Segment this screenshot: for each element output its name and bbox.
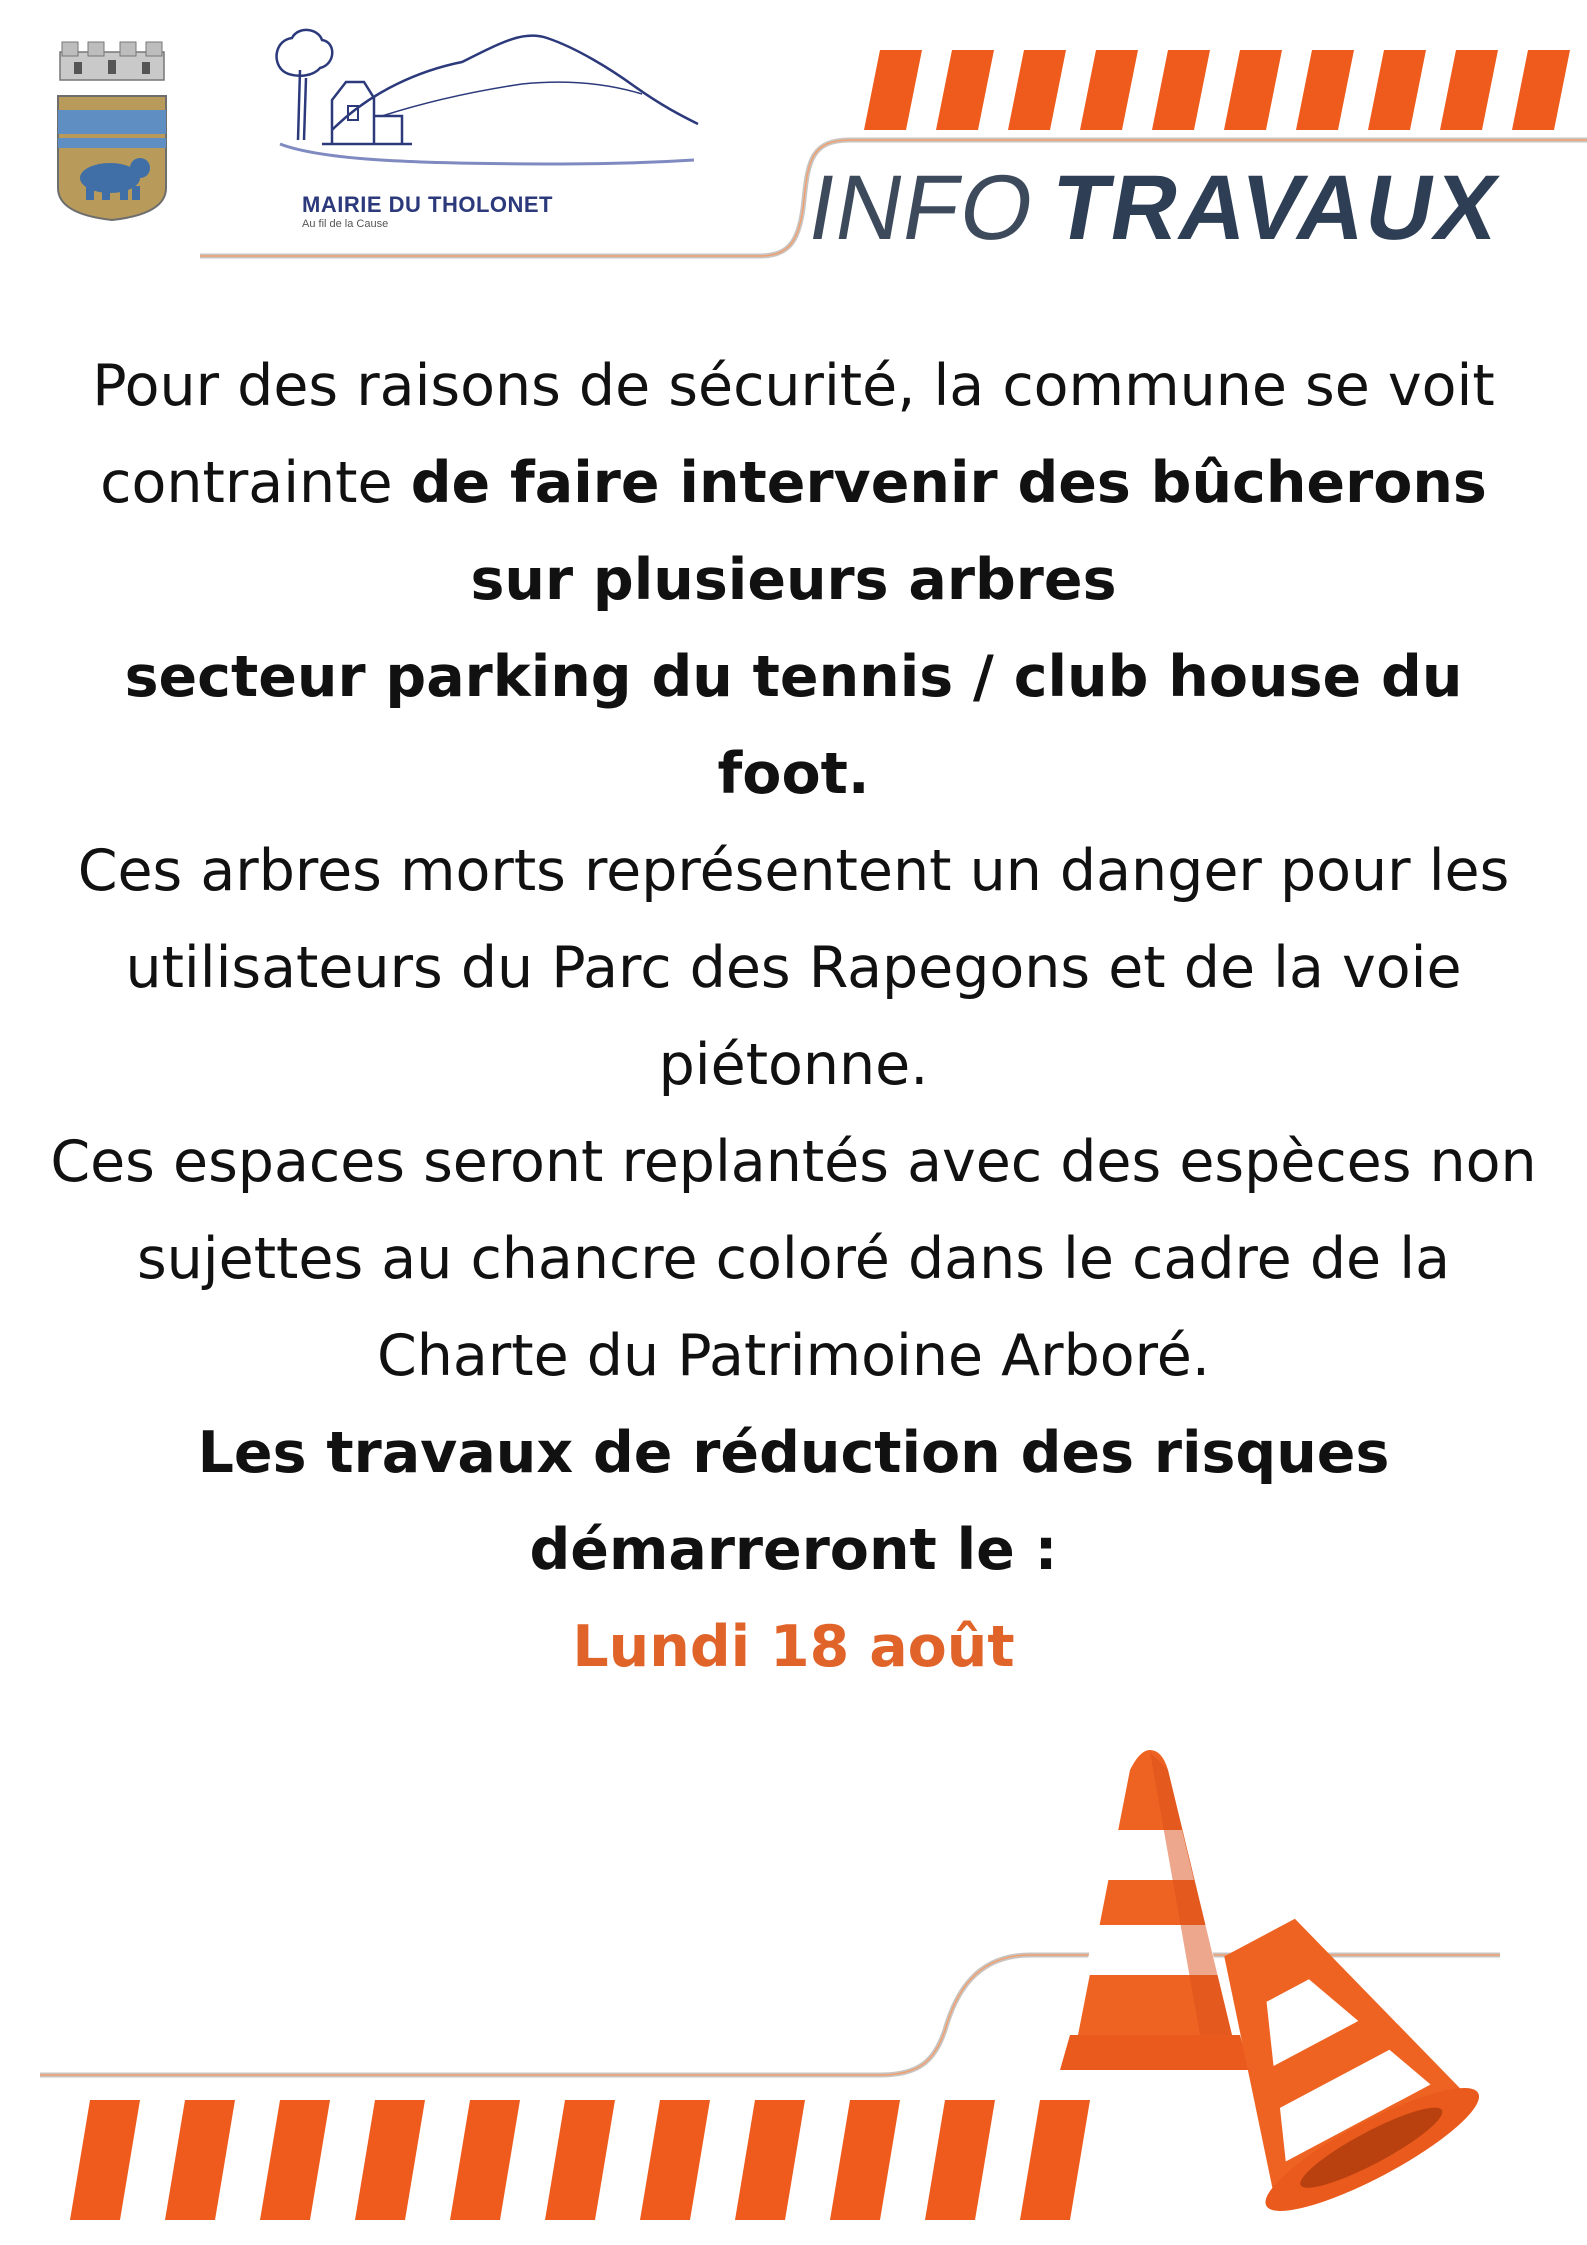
mairie-name: MAIRIE DU THOLONET [302,192,553,217]
info-travaux-title [801,157,1508,259]
footer-road-graphic [0,1740,1587,2245]
start-date: Lundi 18 août [572,1614,1015,1680]
notice-replanting: Ces espaces seront replantés avec des espèces non sujettes au chancre coloré dans le cadre de la Charte du Patrimoine Arboré. [50,1129,1537,1389]
notice-intro: Pour des raisons de sécurité, la commune se voit contrainte [92,353,1495,516]
notice-location: secteur parking du tennis / club house du foot. [124,644,1463,807]
bear-crest-icon [52,38,172,228]
info-travaux-banner [200,30,1587,270]
notice-paragraph-1 [40,338,1547,629]
traffic-cone-icon [1060,1750,1250,2070]
notice-body [40,338,1547,1696]
info-word: INFO [801,157,1043,259]
mairie-tagline: Au fil de la Cause [302,218,389,230]
travaux-word: TRAVAUX [1044,157,1508,259]
notice-danger: Ces arbres morts représentent un danger pour les utilisateurs du Parc des Rapegons et de la voie piétonne. [77,838,1510,1098]
notice-start: Les travaux de réduction des risques démarreront le : [197,1420,1390,1583]
notice-intro-bold: de faire intervenir des bûcherons sur plusieurs arbres [410,450,1487,613]
